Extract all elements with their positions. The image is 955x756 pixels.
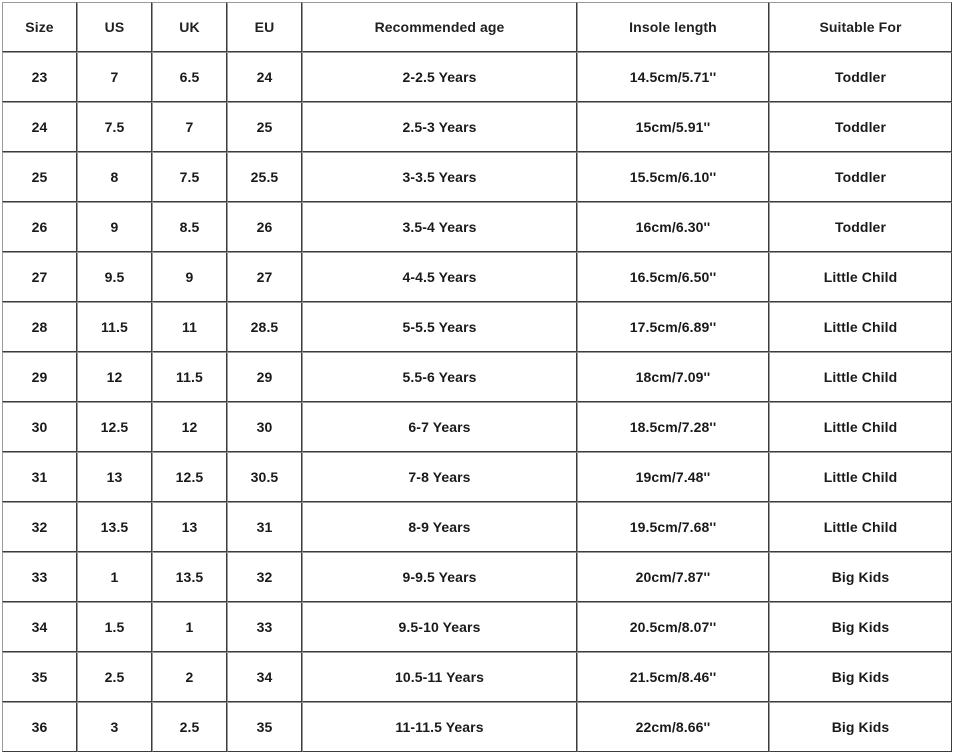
table-row: [2, 402, 952, 452]
cell-us: 1: [77, 552, 152, 602]
cell-suitable-for: Toddler: [769, 52, 952, 102]
cell-recommended-age: 9.5-10 Years: [302, 602, 577, 652]
header-size: Size: [2, 2, 77, 52]
cell-uk: 13.5: [152, 552, 227, 602]
cell-recommended-age: 2.5-3 Years: [302, 102, 577, 152]
cell-recommended-age: 5.5-6 Years: [302, 352, 577, 402]
cell-recommended-age: 10.5-11 Years: [302, 652, 577, 702]
cell-uk: 7.5: [152, 152, 227, 202]
table-row: [2, 102, 952, 152]
table-row: [2, 152, 952, 202]
cell-size: 25: [2, 152, 77, 202]
cell-recommended-age: 9-9.5 Years: [302, 552, 577, 602]
cell-suitable-for: Little Child: [769, 352, 952, 402]
cell-us: 12: [77, 352, 152, 402]
cell-insole-length: 16cm/6.30'': [577, 202, 769, 252]
cell-us: 8: [77, 152, 152, 202]
cell-uk: 2.5: [152, 702, 227, 752]
header-insole-length: Insole length: [577, 2, 769, 52]
cell-eu: 25.5: [227, 152, 302, 202]
cell-insole-length: 20cm/7.87'': [577, 552, 769, 602]
cell-eu: 30.5: [227, 452, 302, 502]
cell-size: 29: [2, 352, 77, 402]
cell-recommended-age: 3.5-4 Years: [302, 202, 577, 252]
cell-suitable-for: Big Kids: [769, 552, 952, 602]
cell-eu: 33: [227, 602, 302, 652]
table-row: [2, 652, 952, 702]
cell-us: 11.5: [77, 302, 152, 352]
cell-size: 27: [2, 252, 77, 302]
cell-suitable-for: Big Kids: [769, 652, 952, 702]
cell-size: 28: [2, 302, 77, 352]
cell-insole-length: 19.5cm/7.68'': [577, 502, 769, 552]
cell-eu: 32: [227, 552, 302, 602]
cell-uk: 13: [152, 502, 227, 552]
table-header: [2, 2, 952, 52]
cell-suitable-for: Little Child: [769, 402, 952, 452]
cell-size: 32: [2, 502, 77, 552]
cell-eu: 30: [227, 402, 302, 452]
table-row: [2, 202, 952, 252]
cell-size: 24: [2, 102, 77, 152]
cell-suitable-for: Toddler: [769, 202, 952, 252]
cell-us: 9: [77, 202, 152, 252]
cell-size: 31: [2, 452, 77, 502]
cell-insole-length: 16.5cm/6.50'': [577, 252, 769, 302]
cell-uk: 2: [152, 652, 227, 702]
cell-insole-length: 21.5cm/8.46'': [577, 652, 769, 702]
cell-uk: 11.5: [152, 352, 227, 402]
table-row: [2, 452, 952, 502]
cell-recommended-age: 2-2.5 Years: [302, 52, 577, 102]
header-eu: EU: [227, 2, 302, 52]
cell-suitable-for: Little Child: [769, 452, 952, 502]
cell-suitable-for: Big Kids: [769, 702, 952, 752]
cell-recommended-age: 3-3.5 Years: [302, 152, 577, 202]
cell-eu: 31: [227, 502, 302, 552]
cell-size: 36: [2, 702, 77, 752]
cell-eu: 27: [227, 252, 302, 302]
cell-insole-length: 19cm/7.48'': [577, 452, 769, 502]
cell-eu: 34: [227, 652, 302, 702]
table-row: [2, 552, 952, 602]
cell-recommended-age: 11-11.5 Years: [302, 702, 577, 752]
header-recommended-age: Recommended age: [302, 2, 577, 52]
header-us: US: [77, 2, 152, 52]
cell-us: 7: [77, 52, 152, 102]
cell-us: 13.5: [77, 502, 152, 552]
cell-uk: 6.5: [152, 52, 227, 102]
cell-us: 12.5: [77, 402, 152, 452]
cell-size: 34: [2, 602, 77, 652]
cell-size: 30: [2, 402, 77, 452]
cell-eu: 26: [227, 202, 302, 252]
cell-insole-length: 22cm/8.66'': [577, 702, 769, 752]
cell-uk: 12.5: [152, 452, 227, 502]
cell-us: 2.5: [77, 652, 152, 702]
cell-suitable-for: Toddler: [769, 102, 952, 152]
cell-insole-length: 15cm/5.91'': [577, 102, 769, 152]
cell-uk: 7: [152, 102, 227, 152]
cell-eu: 35: [227, 702, 302, 752]
header-row: [2, 2, 952, 52]
cell-us: 9.5: [77, 252, 152, 302]
table-row: [2, 52, 952, 102]
cell-eu: 24: [227, 52, 302, 102]
cell-eu: 28.5: [227, 302, 302, 352]
table-body: [2, 52, 952, 752]
table-row: [2, 252, 952, 302]
cell-insole-length: 18.5cm/7.28'': [577, 402, 769, 452]
cell-recommended-age: 6-7 Years: [302, 402, 577, 452]
cell-uk: 1: [152, 602, 227, 652]
table-row: [2, 502, 952, 552]
cell-suitable-for: Little Child: [769, 502, 952, 552]
size-chart-table: [2, 2, 952, 752]
cell-us: 3: [77, 702, 152, 752]
cell-uk: 11: [152, 302, 227, 352]
cell-insole-length: 18cm/7.09'': [577, 352, 769, 402]
cell-insole-length: 14.5cm/5.71'': [577, 52, 769, 102]
cell-size: 26: [2, 202, 77, 252]
cell-us: 13: [77, 452, 152, 502]
cell-suitable-for: Little Child: [769, 252, 952, 302]
cell-insole-length: 20.5cm/8.07'': [577, 602, 769, 652]
cell-eu: 29: [227, 352, 302, 402]
cell-suitable-for: Toddler: [769, 152, 952, 202]
cell-uk: 8.5: [152, 202, 227, 252]
cell-suitable-for: Little Child: [769, 302, 952, 352]
cell-recommended-age: 5-5.5 Years: [302, 302, 577, 352]
table-row: [2, 602, 952, 652]
cell-recommended-age: 8-9 Years: [302, 502, 577, 552]
cell-insole-length: 15.5cm/6.10'': [577, 152, 769, 202]
cell-eu: 25: [227, 102, 302, 152]
header-uk: UK: [152, 2, 227, 52]
cell-size: 33: [2, 552, 77, 602]
header-suitable-for: Suitable For: [769, 2, 952, 52]
cell-insole-length: 17.5cm/6.89'': [577, 302, 769, 352]
table-row: [2, 302, 952, 352]
cell-suitable-for: Big Kids: [769, 602, 952, 652]
table-row: [2, 702, 952, 752]
cell-uk: 9: [152, 252, 227, 302]
cell-size: 23: [2, 52, 77, 102]
cell-uk: 12: [152, 402, 227, 452]
cell-recommended-age: 4-4.5 Years: [302, 252, 577, 302]
cell-size: 35: [2, 652, 77, 702]
cell-us: 7.5: [77, 102, 152, 152]
cell-us: 1.5: [77, 602, 152, 652]
cell-recommended-age: 7-8 Years: [302, 452, 577, 502]
table-row: [2, 352, 952, 402]
